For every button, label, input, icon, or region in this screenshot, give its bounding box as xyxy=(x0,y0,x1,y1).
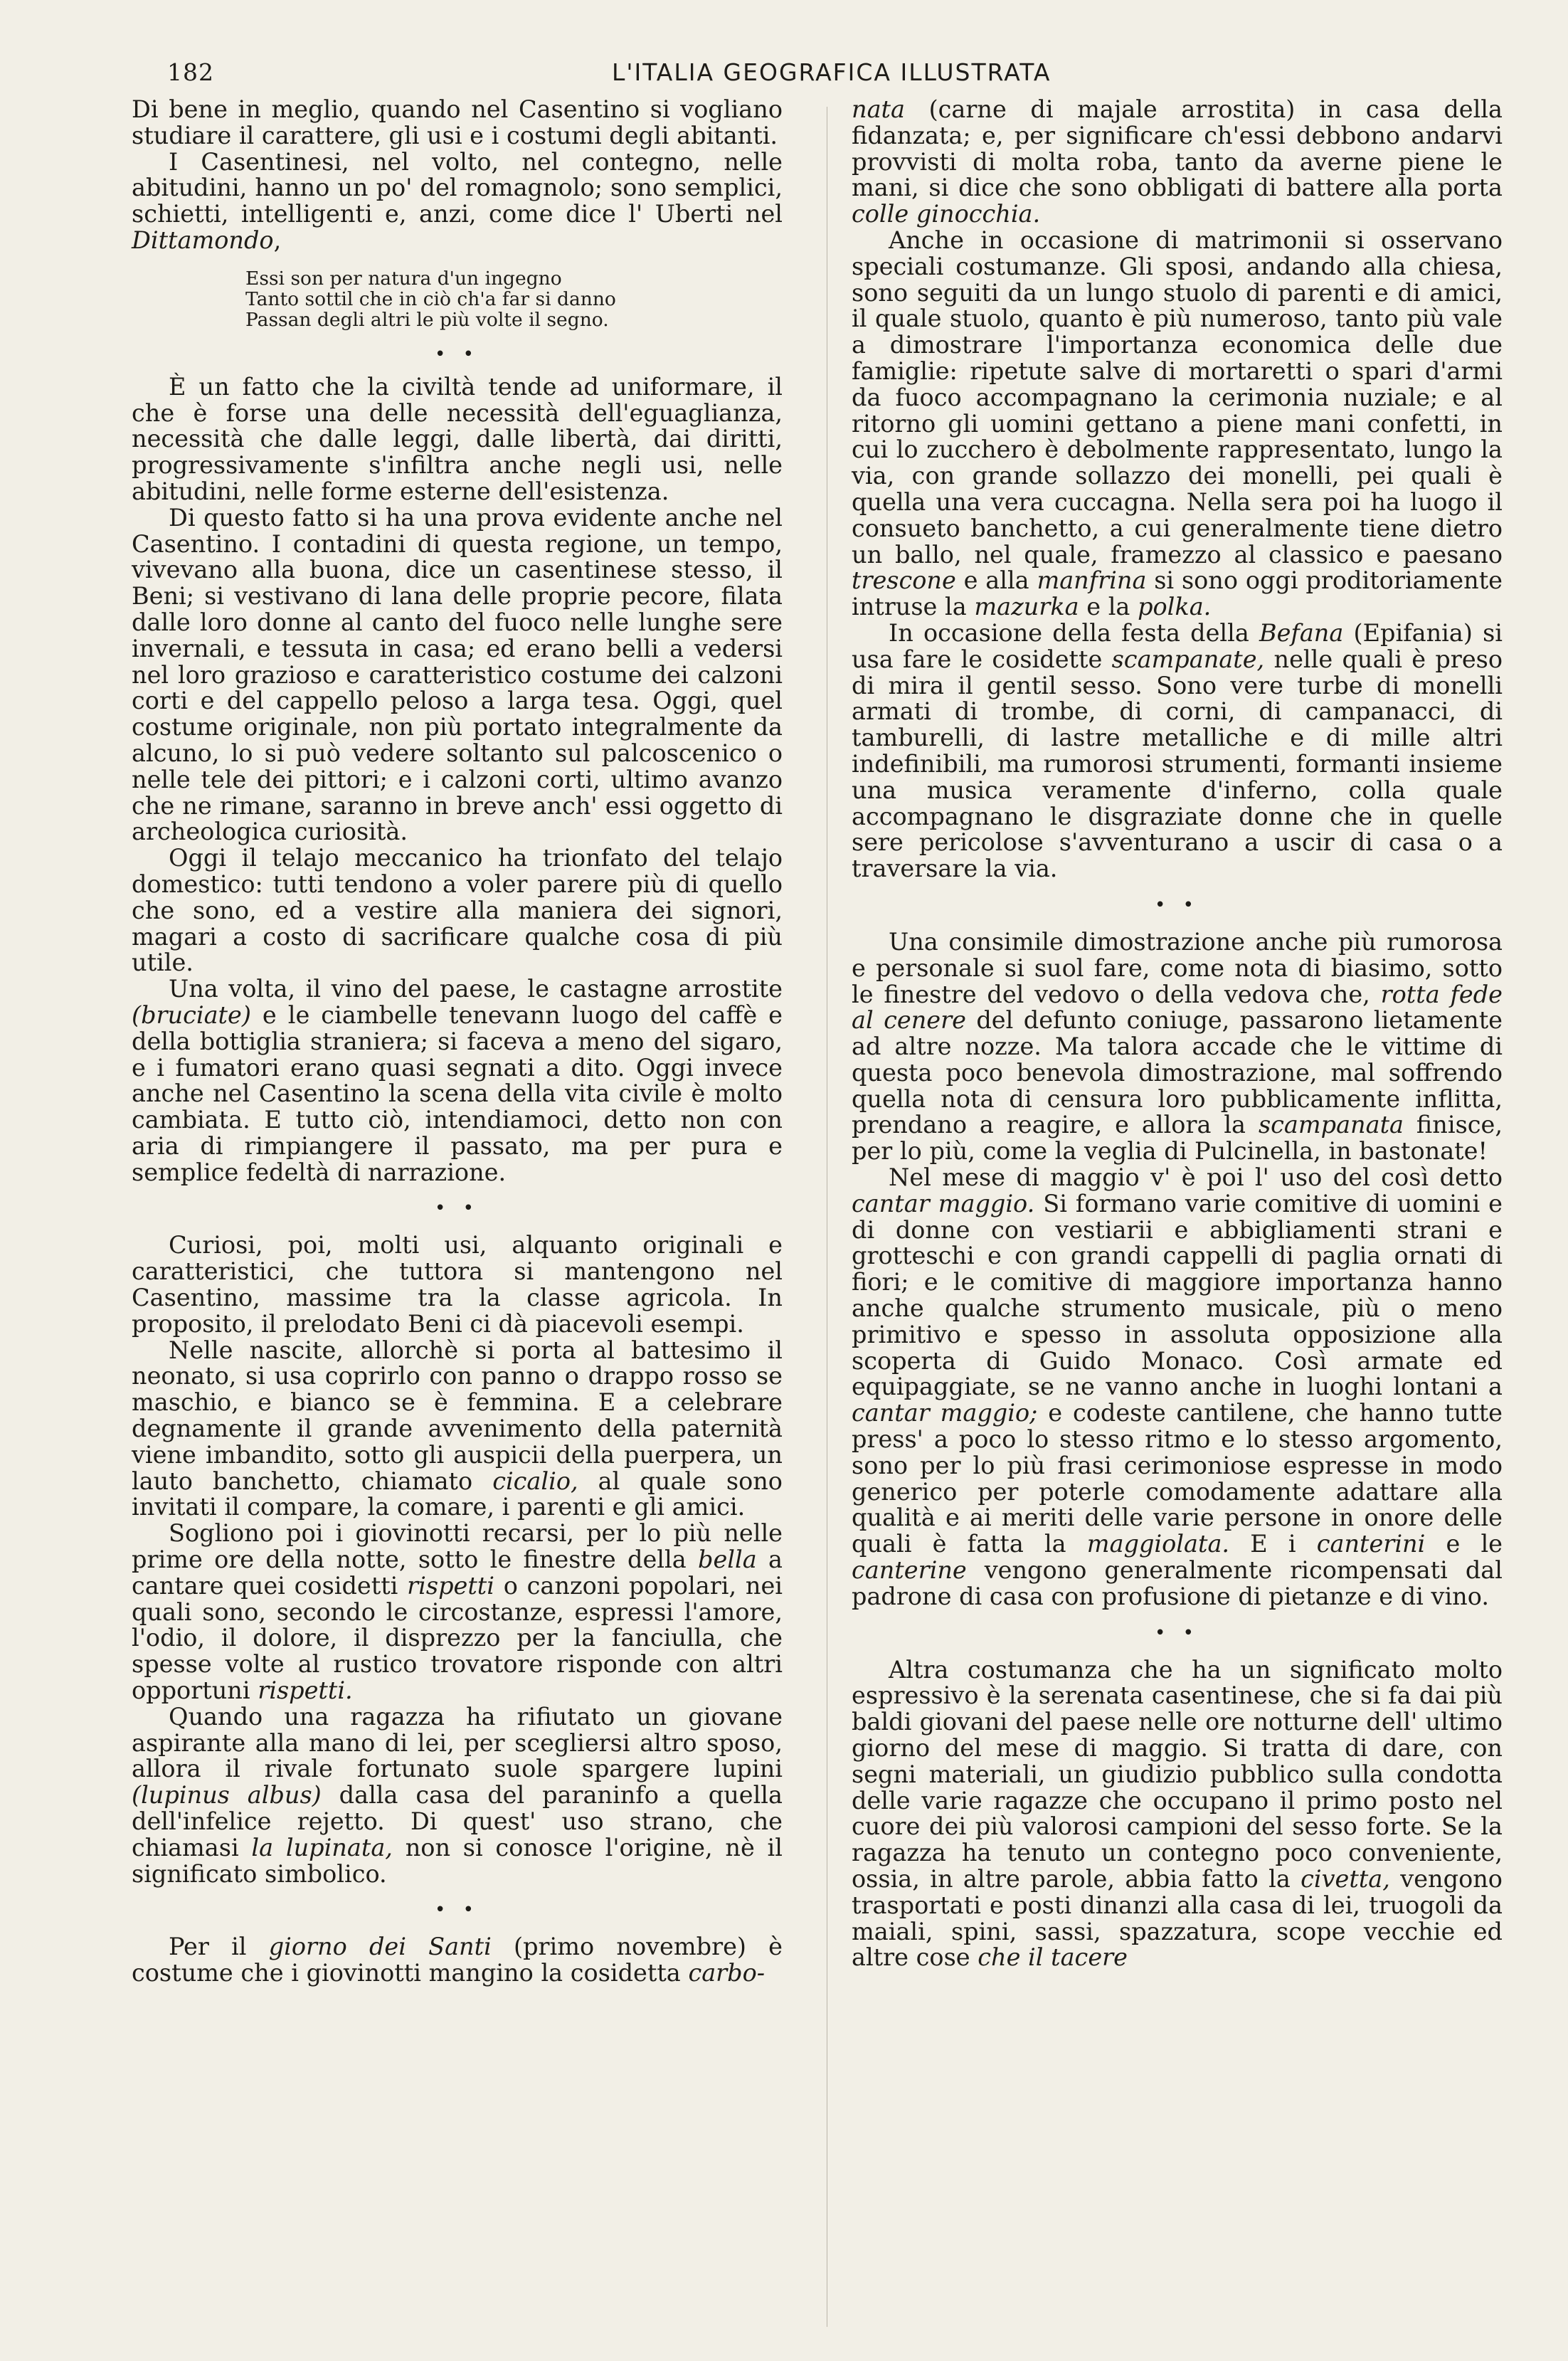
journal-title: L'ITALIA GEOGRAFICA ILLUSTRATA xyxy=(612,58,1051,86)
paragraph: nata (carne di majale arrostita) in casa della fidanzata; e, per significare ch'essi debbono andarvi provvisti di molta roba, tanto da averne piene le mani, si dice che sono obbligati di battere alla porta colle ginocchia. xyxy=(852,95,1503,228)
section-separator: • • xyxy=(435,1198,480,1220)
paragraph: Per il giorno dei Santi (primo novembre) è costume che i giovinotti mangino la cosidetta carbo- xyxy=(132,1933,783,1987)
right-column xyxy=(852,97,1503,1971)
verse-line: Tanto sottil che in ciò ch'a far si danno xyxy=(245,287,616,310)
paragraph: Altra costumanza che ha un significato molto espressivo è la serenata casentinese, che si fa dai più baldi giovani del paese nelle ore notturne dell' ultimo giorno del mese di maggio. Si tratta di dare, con segni materiali, un giudizio pubblico sulla condotta delle varie ragazze che occupano il primo posto nel cuore dei più valorosi campioni del sesso forte. Se la ragazza ha tenuto un contegno poco conveniente, ossia, in altre parole, abbia fatto la civetta, vengono trasportati e posti dinanzi alla casa di lei, truogoli da maiali, spini, sassi, spazzatura, scope vecchie ed altre cose che il tacere xyxy=(852,1655,1503,1972)
section-separator: • • xyxy=(1155,1622,1199,1644)
paragraph: Una consimile dimostrazione anche più rumorosa e personale si suol fare, come nota di biasimo, sotto le finestre del vedovo o della vedova che, rotta fede al cenere del defunto coniuge, passarono lietamente ad altre nozze. Ma talora accade che le vittime di questa poco benevola dimostrazione, mal soffrendo quella nota di censura loro pubblicamente inflitta, prendano a reagire, e allora la scampanata finisce, per lo più, come la veglia di Pulcinella, in bastonate! xyxy=(852,927,1503,1166)
page-number: 182 xyxy=(167,58,214,86)
verse-quote xyxy=(245,268,783,330)
paragraph: Quando una ragazza ha rifiutato un giovane aspirante alla mano di lei, per scegliersi altro sposo, allora il rivale fortunato suole spargere lupini (lupinus albus) dalla casa del paraninfo a quella dell'infelice rejetto. Di quest' uso strano, che chiamasi la lupinata, non si conosce l'origine, nè il significato simbolico. xyxy=(132,1702,783,1888)
verse-line: Passan degli altri le più volte il segno. xyxy=(245,308,609,331)
paragraph: Nel mese di maggio v' è poi l' uso del così detto cantar maggio. Si formano varie comitive di uomini e di donne con vestiarii e abbigliamenti strani e grotteschi e con grandi cappelli di paglia ornati di fiori; e le comitive di maggiore importanza hanno anche qualche strumento musicale, più o meno primitivo e spesso in assoluta opposizione alla scoperta di Guido Monaco. Così armate ed equipaggiate, se ne vanno anche in luoghi lontani a cantar maggio; e codeste cantilene, che hanno tutte press' a poco lo stesso ritmo e lo stesso argomento, sono per lo più frasi cerimoniose espresse in modo generico per poterle comodamente adattare alla qualità e ai meriti delle varie persone in onore delle quali è fatta la maggiolata. E i canterini e le canterine vengono generalmente ricompensati dal padrone di casa con profusione di pietanze e di vino. xyxy=(852,1163,1503,1610)
paragraph: Una volta, il vino del paese, le castagne arrostite (bruciate) e le ciambelle tenevann luogo del caffè e della bottiglia straniera; si faceva a meno del sigaro, e i fumatori erano quasi segnati a dito. Oggi invece anche nel Casentino la scena della vita civile è molto cambiata. E tutto ciò, intendiamoci, detto non con aria di rimpiangere il passato, ma per pura e semplice fedeltà di narrazione. xyxy=(132,975,783,1186)
paragraph: È un fatto che la civiltà tende ad uniformare, il che è forse una delle necessità dell'eguaglianza, necessità che dalle leggi, dalle libertà, dai diritti, progressivamente s'infiltra anche negli usi, nelle abitudini, nelle forme esterne dell'esistenza. xyxy=(132,372,783,505)
section-separator: • • xyxy=(1155,894,1199,916)
paragraph: Anche in occasione di matrimonii si osservano speciali costumanze. Gli sposi, andando alla chiesa, sono seguiti da un lungo stuolo di parenti e di amici, il quale stuolo, quanto è più numeroso, tanto più vale a dimostrare l'importanza economica delle due famiglie: ripetute salve di mortaretti o spari d'armi da fuoco accompagnano la cerimonia nuziale; e al ritorno gli uomini gettano a piene mani confetti, in cui lo zucchero è debolmente rappresentato, lungo la via, con grande sollazzo dei monelli, pei quali è quella una vera cuccagna. Nella sera poi ha luogo il consueto banchetto, a cui generalmente tiene dietro un ballo, nel quale, framezzo al classico e paesano trescone e alla manfrina si sono oggi proditoriamente intruse la mazurka e la polka. xyxy=(852,226,1503,621)
running-head xyxy=(167,58,1448,94)
paragraph: Nelle nascite, allorchè si porta al battesimo il neonato, si usa coprirlo con panno o drappo rosso se maschio, e bianco se è femmina. E a celebrare degnamente il grande avvenimento della paternità viene imbandito, sotto gli auspicii della puerpera, un lauto banchetto, chiamato cicalio, al quale sono invitati il compare, la comare, i parenti e gli amici. xyxy=(132,1336,783,1521)
paragraph: Di questo fatto si ha una prova evidente anche nel Casentino. I contadini di questa regione, un tempo, vivevano alla buona, dice un casentinese stesso, il Beni; si vestivano di lana delle proprie pecore, filata dalle loro donne al canto del fuoco nelle lunghe sere invernali, e tessuta in casa; ed erano belli a vedersi nel loro grazioso e caratteristico costume dei calzoni corti e del cappello peloso a larga tesa. Oggi, quel costume originale, non più portato integralmente da alcuno, lo si può vedere soltanto sul palcoscenico o nelle tele dei pittori; e i calzoni corti, ultimo avanzo che ne rimane, saranno in breve anch' essi oggetto di archeologica curiosità. xyxy=(132,503,783,846)
paragraph: Oggi il telajo meccanico ha trionfato del telajo domestico: tutti tendono a voler parere più di quello che sono, ed a vestire alla maniera dei signori, magari a costo di sacrificare qualche cosa di più utile. xyxy=(132,844,783,977)
section-separator: • • xyxy=(435,1899,480,1921)
paragraph: Curiosi, poi, molti usi, alquanto originali e caratteristici, che tuttora si mantengono nel Casentino, massime tra la classe agricola. In proposito, il prelodato Beni ci dà piacevoli esempi. xyxy=(132,1231,783,1338)
paragraph: Di bene in meglio, quando nel Casentino si vogliano studiare il carattere, gli usi e i costumi degli abitanti. xyxy=(132,95,783,149)
paragraph: In occasione della festa della Befana (Epifania) si usa fare le cosidette scampanate, nelle quali è preso di mira il gentil sesso. Sono vere turbe di monelli armati di trombe, di corni, di campanacci, di tamburelli, di lastre metalliche e di mille altri indefinibili, ma rumorosi strumenti, formanti insieme una musica veramente d'inferno, colla quale accompagnano le disgraziate donne che in quelle sere pericolose s'avventurano a uscir di casa o a traversare la via. xyxy=(852,618,1503,883)
section-separator: • • xyxy=(435,343,480,365)
paragraph: I Casentinesi, nel volto, nel contegno, nelle abitudini, hanno un po' del romagnolo; sono semplici, schietti, intelligenti e, anzi, come dice l' Uberti nel Dittamondo, xyxy=(132,147,783,254)
left-column xyxy=(132,97,783,1987)
paragraph: Sogliono poi i giovinotti recarsi, per lo più nelle prime ore della notte, sotto le finestre della bella a cantare quei cosidetti rispetti o canzoni popolari, nei quali sono, secondo le circostanze, espressi l'amore, l'odio, il dolore, il disprezzo per la fanciulla, che spesse volte al rustico trovatore risponde con altri opportuni rispetti. xyxy=(132,1519,783,1705)
verse-line: Essi son per natura d'un ingegno xyxy=(245,267,562,290)
